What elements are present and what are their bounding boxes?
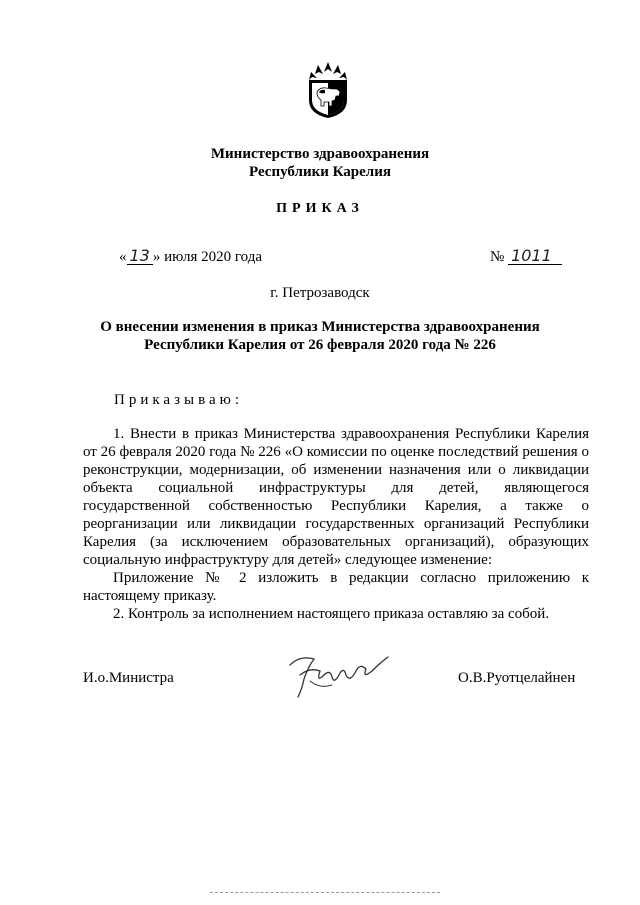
date-open-quote: « <box>119 249 127 265</box>
number-prefix: № <box>490 249 505 265</box>
document-type: ПРИКАЗ <box>276 201 364 216</box>
paragraph-1: 1. Внести в приказ Министерства здравоохранения Республики Карелия от 26 февраля 2020 года № 226 «О комиссии по оценке последствий решения о реконструкции, модернизации, об изменении назначения или о ликвидации объекта социальной инфраструктуры для детей, являющегося государственной собственностью Республики Карелия, а также о реорганизации или ликвидации государственных организаций Республики Карелия (за исключением образовательных организаций), образующих социальную инфраструктуру для детей» следующее изменение: <box>83 426 589 568</box>
order-title-line1: О внесении изменения в приказ Министерства здравоохранения <box>100 319 540 335</box>
ministry-name-line1: Министерство здравоохранения <box>210 146 430 162</box>
date-day-handwritten: 13 <box>127 248 153 265</box>
paragraph-3: 2. Контроль за исполнением настоящего приказа оставляю за собой. <box>113 606 550 622</box>
order-number <box>490 248 562 266</box>
order-body <box>83 425 589 623</box>
paragraph-2: Приложение № 2 изложить в редакции согласно приложению к настоящему приказу. <box>83 570 589 604</box>
handwritten-signature-icon <box>280 645 400 705</box>
date-rest: » июля 2020 года <box>152 249 262 265</box>
order-title-line2: Республики Карелия от 26 февраля 2020 года № 226 <box>144 337 496 353</box>
city: г. Петрозаводск <box>270 285 370 301</box>
footer-divider <box>210 892 440 893</box>
order-word: Приказываю: <box>114 392 243 408</box>
coat-of-arms-icon <box>303 60 353 120</box>
signatory-name: О.В.Руотцелайнен <box>458 670 576 686</box>
number-value-handwritten: 1011 <box>508 248 562 265</box>
order-date <box>119 248 262 266</box>
signatory-role: И.о.Министра <box>83 670 174 686</box>
ministry-name-line2: Республики Карелия <box>249 164 391 180</box>
